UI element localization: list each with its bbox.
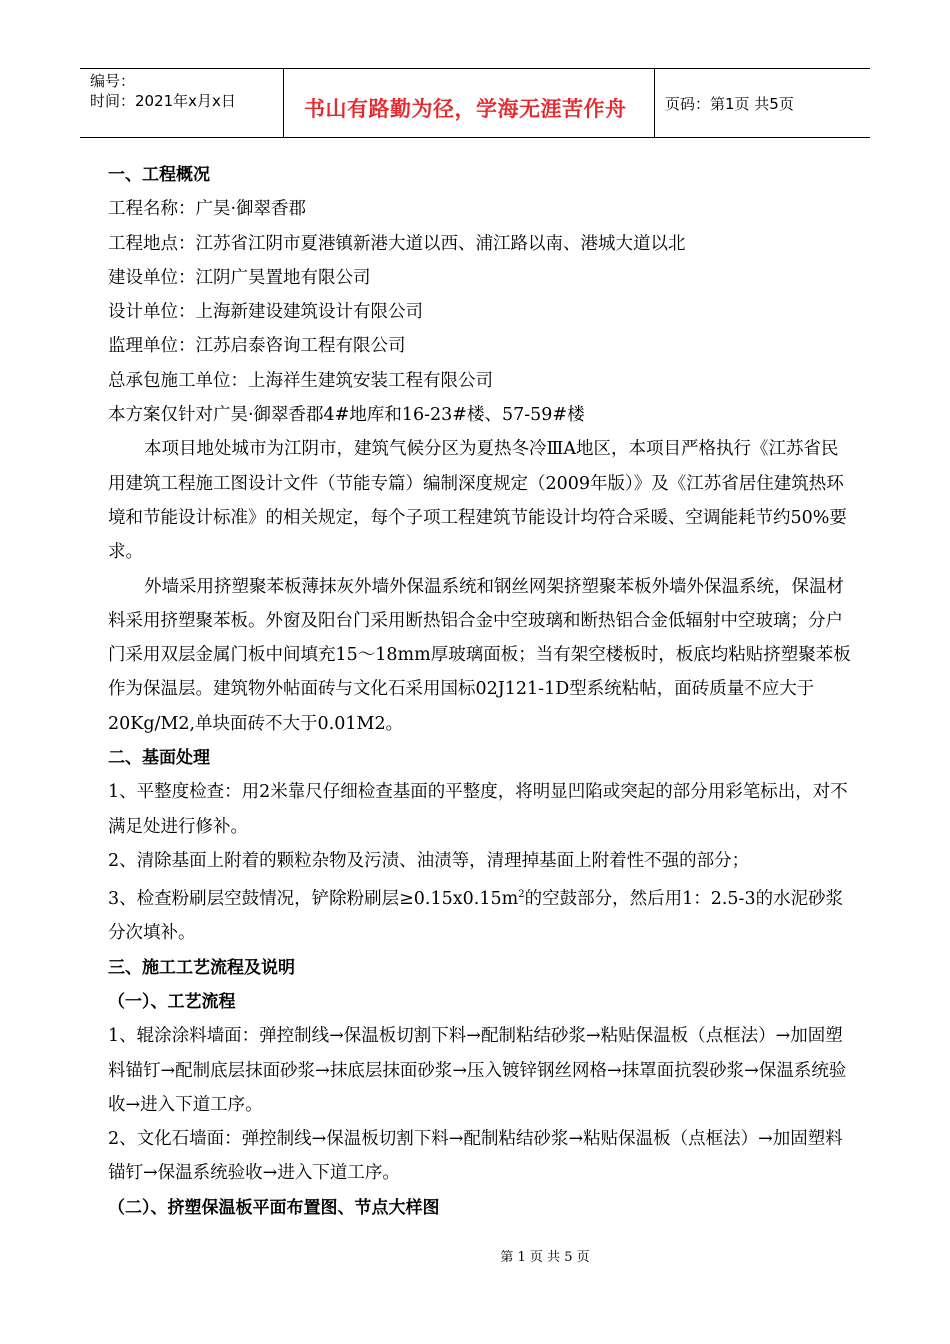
document-body bbox=[108, 158, 853, 1225]
time-label: 时间：2021年x月x日 bbox=[90, 92, 236, 110]
scope-statement: 本方案仅针对广昊·御翠香郡4#地库和16-23#楼、57-59#楼 bbox=[108, 405, 585, 426]
process-flow-1: 1、辊涂涂料墙面：弹控制线→保温板切割下料→配制粘结砂浆→粘贴保温板（点框法）→加固塑料锚钉→配制底层抹面砂浆→抹底层抹面砂浆→压入镀锌钢丝网格→抹罩面抗裂砂浆→保温系统验收→进入下道工序。 bbox=[108, 1026, 847, 1115]
page-header bbox=[80, 68, 870, 138]
footer-page-number: 第 1 页 共 5 页 bbox=[500, 1250, 590, 1265]
supervision-unit: 监理单位：江苏启泰咨询工程有限公司 bbox=[108, 336, 406, 357]
section-2-heading: 二、基面处理 bbox=[108, 748, 210, 769]
design-unit: 设计单位：上海新建设建筑设计有限公司 bbox=[108, 302, 423, 323]
climate-paragraph: 本项目地处城市为江阴市，建筑气候分区为夏热冬冷ⅢA地区，本项目严格执行《江苏省民用建筑工程施工图设计文件（节能专篇）编制深度规定（2009年版）》及《江苏省居住建筑热环境和节能设计标准》的相关规定，每个子项工程建筑节能设计均符合采暖、空调能耗节约50%要求。 bbox=[108, 439, 847, 563]
base-treatment-item-1: 1、平整度检查：用2米靠尺仔细检查基面的平整度，将明显凹陷或突起的部分用彩笔标出，对不满足处进行修补。 bbox=[108, 782, 848, 837]
project-location: 工程地点：江苏省江阴市夏港镇新港大道以西、浦江路以南、港城大道以北 bbox=[108, 233, 686, 254]
header-meta bbox=[80, 69, 284, 137]
header-motto-cell bbox=[284, 69, 655, 137]
header-page-cell bbox=[655, 69, 870, 137]
header-page-number: 页码：第1页 共5页 bbox=[665, 95, 794, 113]
motto: 书山有路勤为径，学海无涯苦作舟 bbox=[304, 97, 627, 121]
wall-system-paragraph: 外墙采用挤塑聚苯板薄抹灰外墙外保温系统和钢丝网架挤塑聚苯板外墙外保温系统，保温材料采用挤塑聚苯板。外窗及阳台门采用断热铝合金中空玻璃和断热铝合金低辐射中空玻璃；分户门采用双层金属门板中间填充15～18mm厚玻璃面板；当有架空楼板时，板底均粘贴挤塑聚苯板作为保温层。建筑物外帖面砖与文化石采用国标02J121-1D型系统粘帖，面砖质量不应大于20Kg/M2,单块面砖不大于0.01M2。 bbox=[108, 576, 851, 734]
item-3-part-b: 的空鼓部分，然后用1：2.5-3的水泥砂浆分次填补。 bbox=[108, 889, 844, 944]
process-flow-2: 2、文化石墙面：弹控制线→保温板切割下料→配制粘结砂浆→粘贴保温板（点框法）→加固塑料锚钉→保温系统验收→进入下道工序。 bbox=[108, 1129, 843, 1184]
page-footer bbox=[0, 1246, 950, 1265]
section-1-heading: 一、工程概况 bbox=[108, 165, 210, 185]
item-3-superscript: 2 bbox=[518, 889, 525, 901]
builder-unit: 建设单位：江阴广昊置地有限公司 bbox=[108, 267, 371, 288]
section-3-heading: 三、施工工艺流程及说明 bbox=[108, 957, 295, 978]
base-treatment-item-3 bbox=[108, 878, 853, 950]
item-3-part-a: 3、检查粉刷层空鼓情况，铲除粉刷层≥0.15x0.15m bbox=[108, 889, 519, 910]
subsection-process-flow: （一）、工艺流程 bbox=[108, 991, 236, 1012]
serial-label: 编号： bbox=[90, 72, 136, 90]
base-treatment-item-2: 2、清除基面上附着的颗粒杂物及污渍、油渍等，清理掉基面上附着性不强的部分； bbox=[108, 850, 750, 871]
project-name: 工程名称：广昊·御翠香郡 bbox=[108, 199, 307, 220]
contractor-unit: 总承包施工单位：上海祥生建筑安装工程有限公司 bbox=[108, 370, 493, 391]
subsection-layout-drawings: （二）、挤塑保温板平面布置图、节点大样图 bbox=[108, 1197, 440, 1218]
